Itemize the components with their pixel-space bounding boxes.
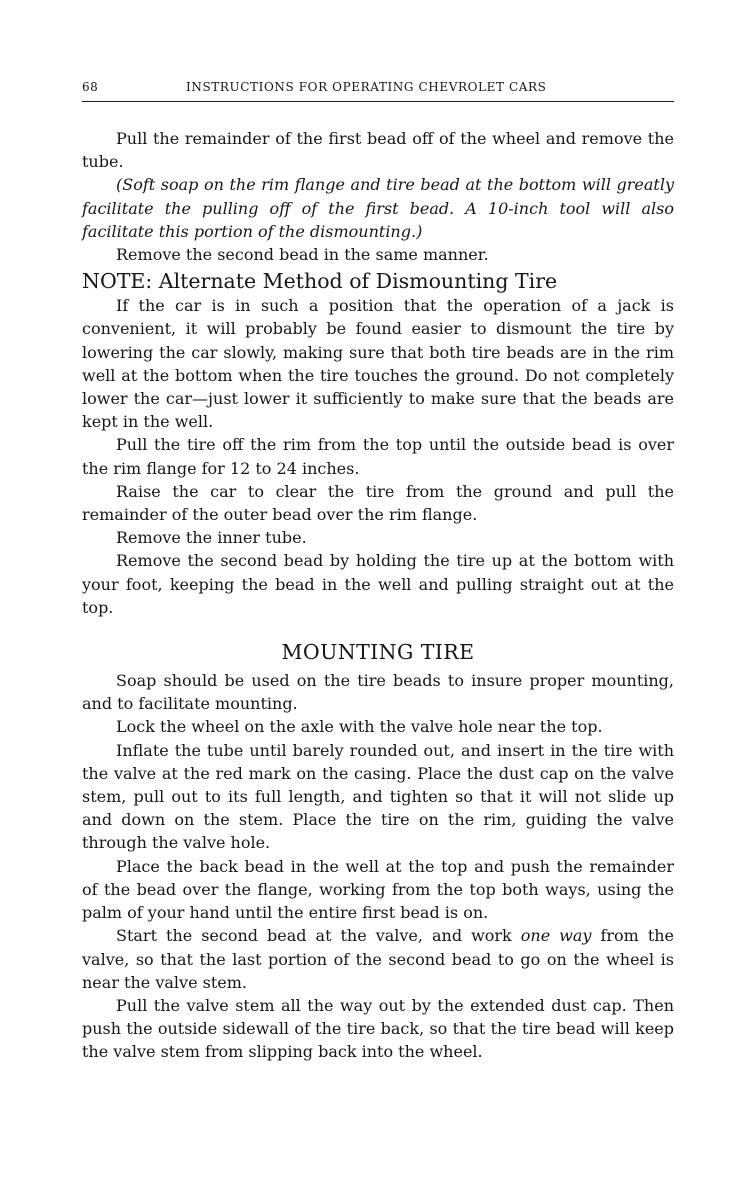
emphasis-text: one way <box>520 926 592 946</box>
paragraph: Lock the wheel on the axle with the valve hole near the top. <box>116 717 603 737</box>
paragraph: Remove the second bead in the same manner. <box>116 245 489 265</box>
paragraph: Remove the second bead by holding the tire up at the bottom with your foot, keeping the bead in the well and pulling straight out at the top. <box>82 551 674 617</box>
page-header <box>82 80 674 100</box>
paragraph: Pull the remainder of the first bead off of the wheel and remove the tube. <box>82 129 674 172</box>
page-number: 68 <box>82 80 99 94</box>
paragraph: Pull the tire off the rim from the top until the outside bead is over the rim flange for 12 to 24 inches. <box>82 435 674 478</box>
paragraph: If the car is in such a position that the operation of a jack is convenient, it will probably be found easier to dismount the tire by lowering the car slowly, making sure that both tire beads are in the rim well at the bottom when the tire touches the ground. Do not completely lower the car—just lower it sufficiently to make sure that the beads are kept in the well. <box>82 296 674 432</box>
paragraph: Remove the inner tube. <box>116 528 307 548</box>
paragraph: Place the back bead in the well at the top and push the remainder of the bead over the flange, working from the top both ways, using the palm of your hand until the entire first bead is on. <box>82 856 674 923</box>
paragraph: Soap should be used on the tire beads to insure proper mounting, and to facilitate mounting. <box>82 671 674 714</box>
header-rule <box>82 101 674 102</box>
paragraph: Pull the valve stem all the way out by the extended dust cap. Then push the outside sidewall of the tire back, so that the tire bead will keep the valve stem from slipping back into the wheel. <box>82 995 674 1062</box>
paragraph: Raise the car to clear the tire from the ground and pull the remainder of the outer bead over the rim flange. <box>82 481 674 525</box>
paragraph-text: from the valve, so that the last portion of the second bead to go on the wheel is near the valve stem. <box>82 926 675 992</box>
running-title: INSTRUCTIONS FOR OPERATING CHEVROLET CARS <box>186 80 547 94</box>
body-text <box>82 127 674 1064</box>
paragraph <box>82 924 674 994</box>
paragraph: Inflate the tube until barely rounded out, and insert in the tire with the valve at the red mark on the casing. Place the dust cap on the valve stem, pull out to its full length, and tighten so that it will not slide up and down on the stem. Place the tire on the rim, guiding the valve through the valve hole. <box>82 740 674 853</box>
paragraph-text: Start the second bead at the valve, and work <box>116 926 521 946</box>
note-heading: NOTE: Alternate Method of Dismounting Tire <box>82 269 558 294</box>
section-heading: MOUNTING TIRE <box>281 640 475 665</box>
italic-note-paragraph: (Soft soap on the rim flange and tire bead at the bottom will greatly facilitate the pulling off of the first bead. A 10-inch tool will also facilitate this portion of the dismounting.) <box>82 175 674 241</box>
